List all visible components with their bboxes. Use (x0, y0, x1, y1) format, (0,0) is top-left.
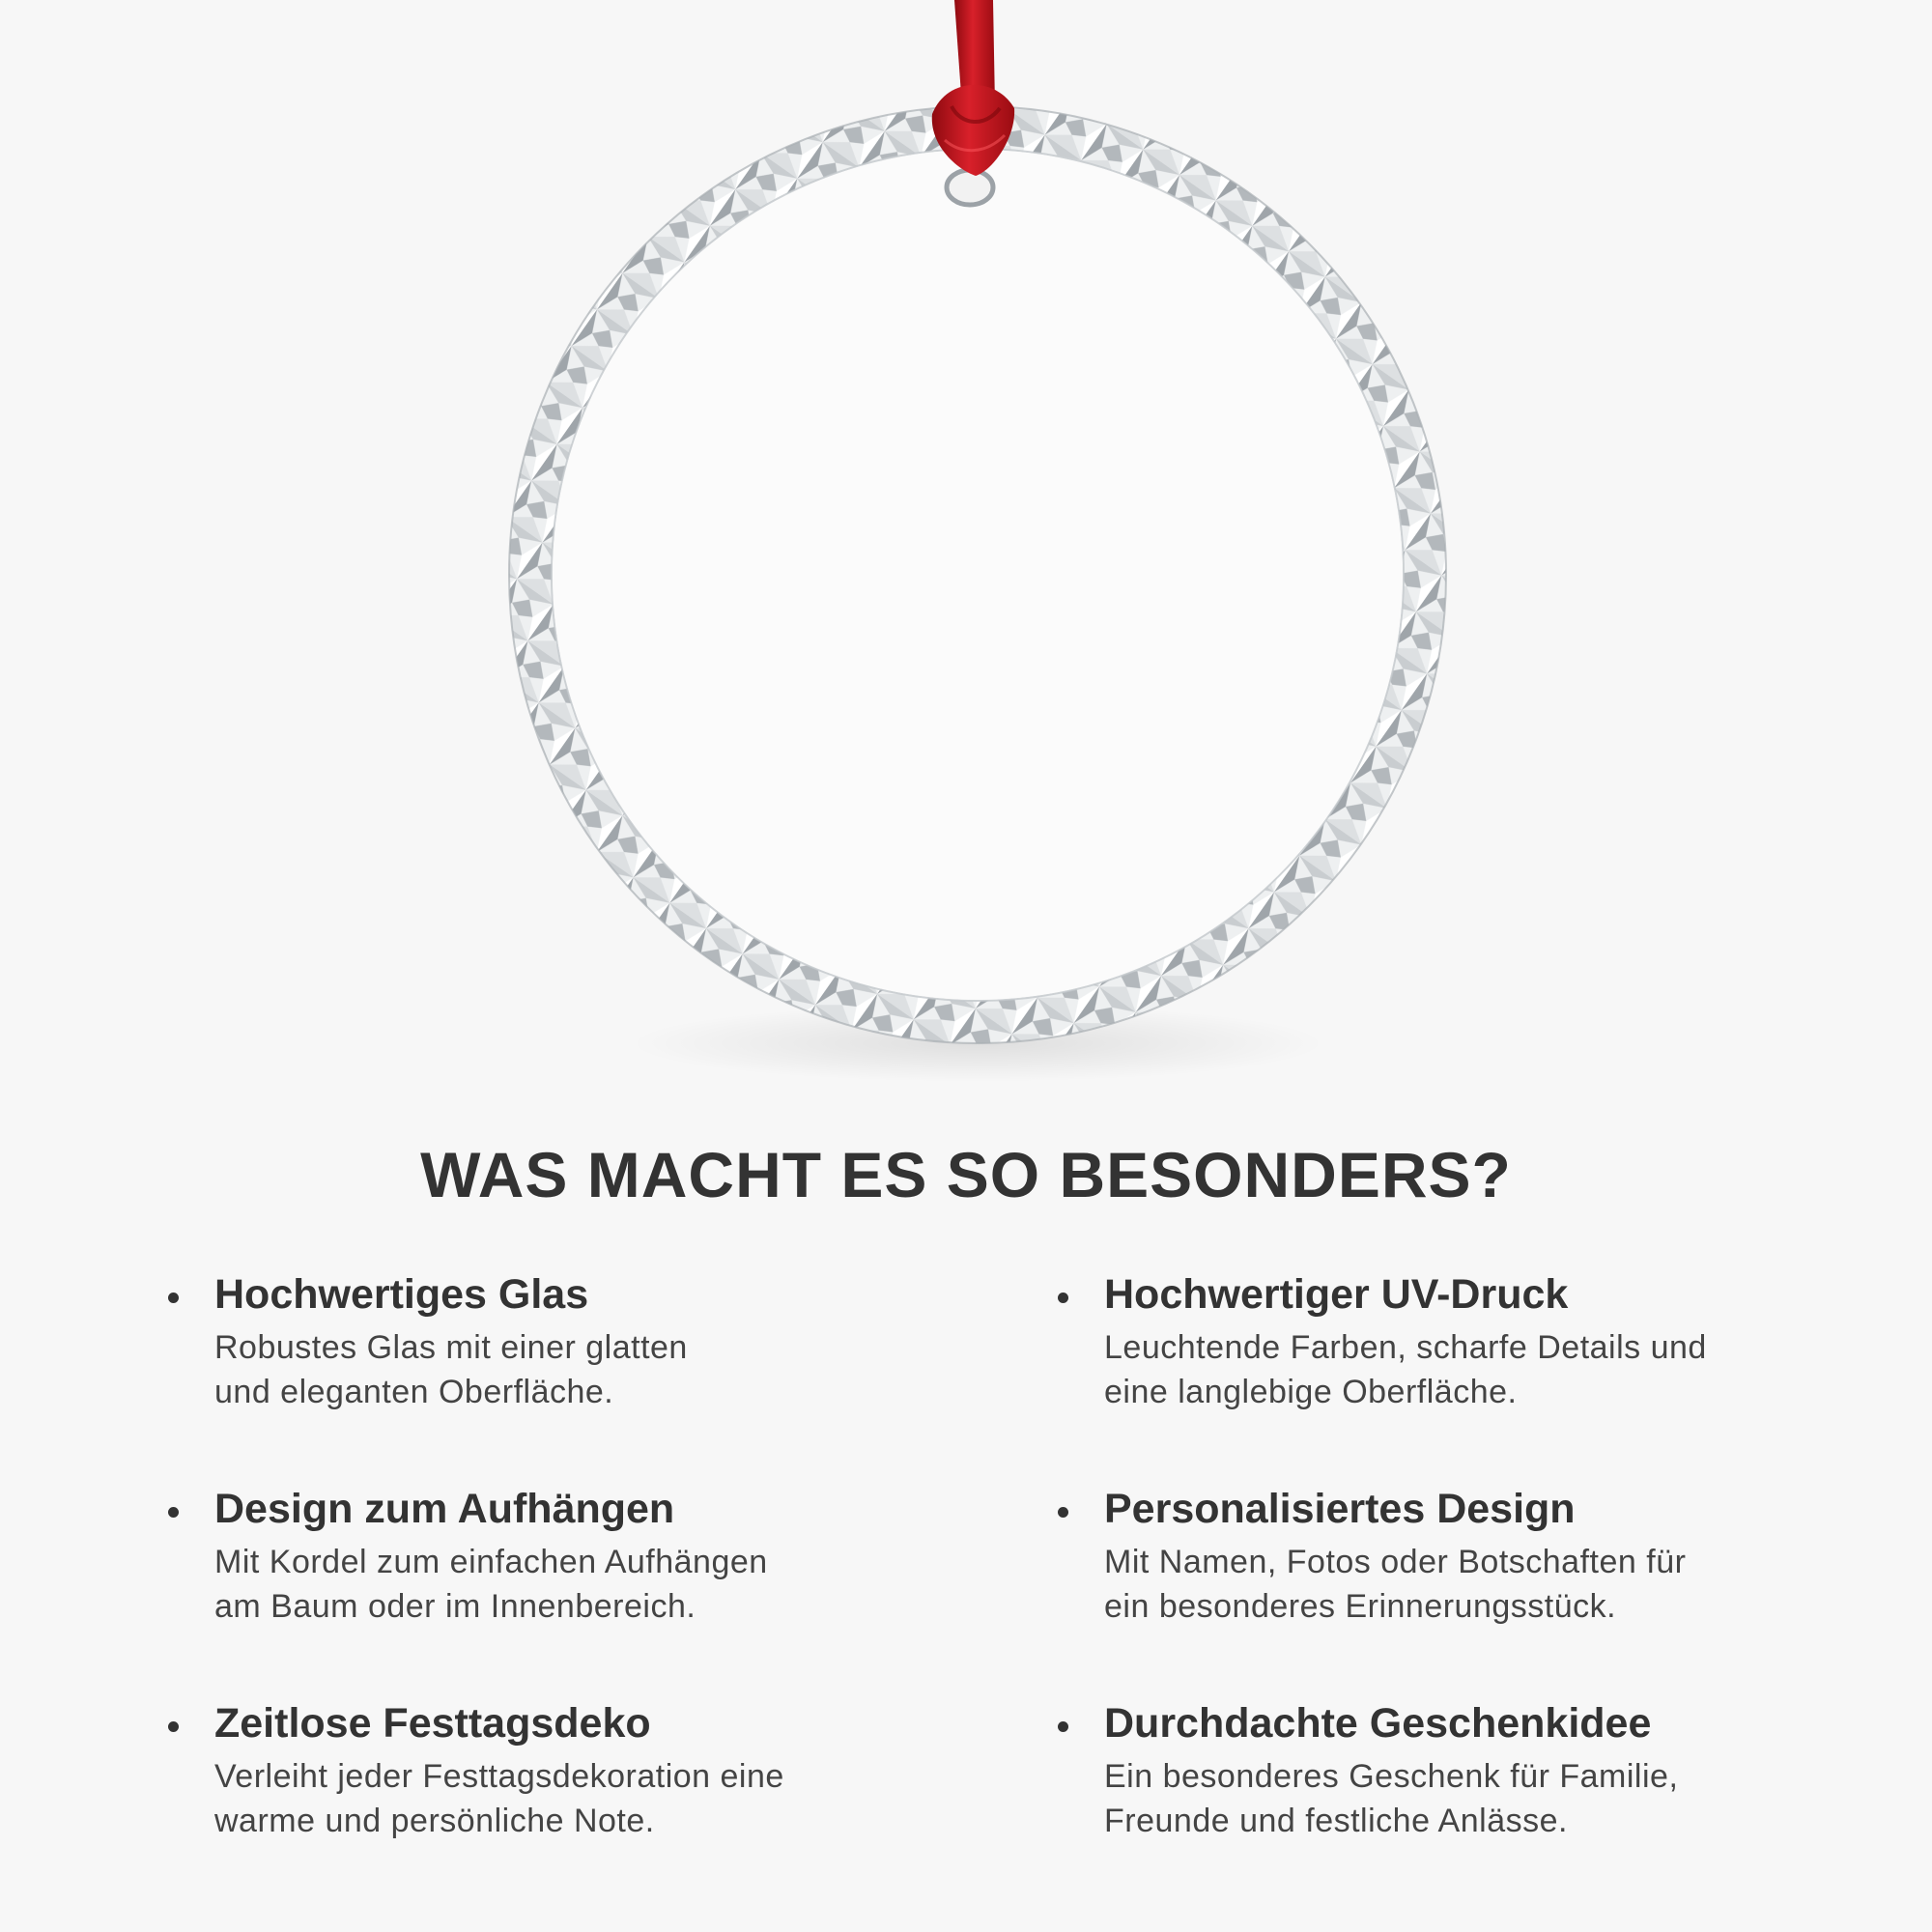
feature-title: Durchdachte Geschenkidee (1104, 1700, 1652, 1747)
hanging-hole (947, 170, 993, 205)
section-heading: WAS MACHT ES SO BESONDERS? (420, 1139, 1512, 1210)
feature-description: Mit Kordel zum einfachen Aufhängen am Baum oder im Innenbereich. (214, 1544, 768, 1625)
feature-description: Leuchtende Farben, scharfe Details und eine langlebige Oberfläche. (1104, 1329, 1707, 1410)
feature-item (214, 1482, 949, 1629)
feature-description: Robustes Glas mit einer glatten und eleganten Oberfläche. (214, 1329, 688, 1410)
feature-title: Zeitlose Festtagsdeko (214, 1700, 651, 1747)
feature-title: Hochwertiges Glas (214, 1271, 589, 1318)
feature-item (214, 1696, 949, 1843)
feature-title: Personalisiertes Design (1104, 1486, 1576, 1532)
feature-title: Design zum Aufhängen (214, 1486, 675, 1532)
bullet-icon (168, 1721, 179, 1732)
feature-item (1104, 1267, 1838, 1414)
glass-surface (553, 150, 1403, 1000)
bullet-icon (1058, 1507, 1068, 1518)
red-ribbon (932, 0, 1014, 176)
bullet-icon (168, 1293, 179, 1303)
feature-item (1104, 1696, 1838, 1843)
feature-item (1104, 1482, 1838, 1629)
bullet-icon (1058, 1721, 1068, 1732)
feature-description: Verleiht jeder Festtagsdekoration eine warme und persönliche Note. (214, 1758, 784, 1839)
feature-list (0, 1256, 1932, 1874)
bullet-icon (168, 1507, 179, 1518)
feature-title: Hochwertiger UV-Druck (1104, 1271, 1569, 1318)
feature-item (214, 1267, 949, 1414)
feature-description: Mit Namen, Fotos oder Botschaften für ein besonderes Erinnerungsstück. (1104, 1544, 1687, 1625)
feature-description: Ein besonderes Geschenk für Familie, Freunde und festliche Anlässe. (1104, 1758, 1679, 1839)
bullet-icon (1058, 1293, 1068, 1303)
